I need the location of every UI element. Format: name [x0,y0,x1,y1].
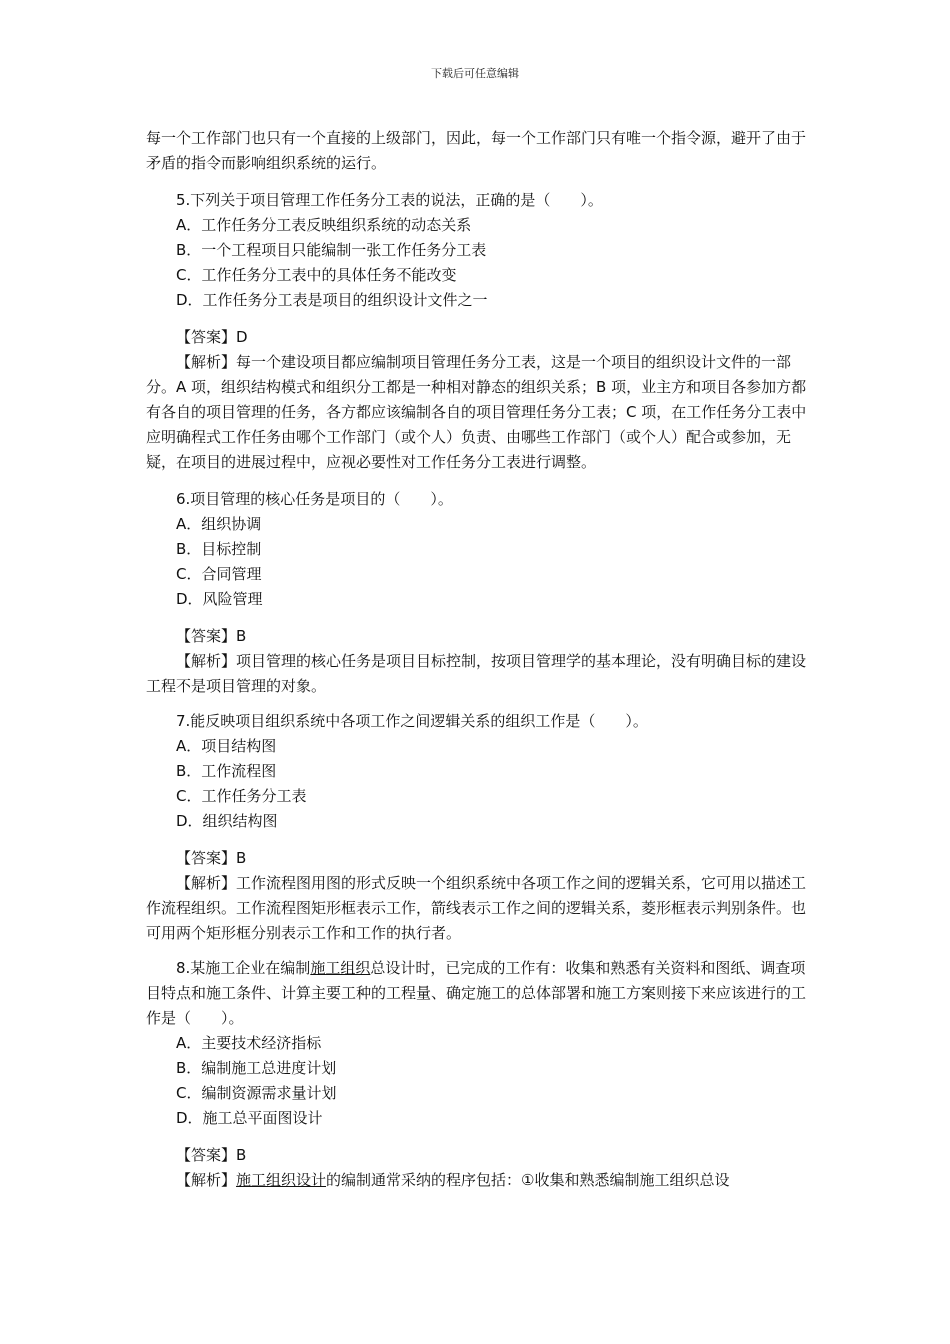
question-8-option-d: D．施工总平面图设计 [176,1109,323,1127]
question-7-option-d: D．组织结构图 [176,812,278,830]
question-5-analysis [146,350,809,475]
question-7-answer: 【答案】B [176,849,247,867]
question-6-option-b: B．目标控制 [176,540,262,558]
question-5-stem: 5.下列关于项目管理工作任务分工表的说法，正确的是（ ）。 [176,191,603,209]
intro-paragraph: 每一个工作部门也只有一个直接的上级部门，因此，每一个工作部门只有唯一个指令源，避开了由于矛盾的指令而影响组织系统的运行。 [146,129,807,172]
question-6-option-a: A．组织协调 [176,515,262,533]
analysis-label: 【解析】 [176,1171,237,1189]
analysis-text: 的编制通常采纳的程序包括：①收集和熟悉编制施工组织总设 [326,1171,730,1189]
question-6-answer: 【答案】B [176,627,247,645]
stem-text-post: 总设计时，已完成的工作有：收集和熟悉有关资料和图纸、调查项目特点和施工条件、计算主要工种的工程量、确定施工的总体部署和施工方案则接下来应该进行的工作是（ ）。 [146,959,807,1027]
question-5-option-b: B．一个工程项目只能编制一张工作任务分工表 [176,241,487,259]
question-7-option-b: B．工作流程图 [176,762,277,780]
question-8-analysis [146,1168,809,1193]
analysis-text: 每一个建设项目都应编制项目管理任务分工表，这是一个项目的组织设计文件的一部分。A 项，组织结构模式和组织分工都是一种相对静态的组织关系；B 项，业主方和项目各参加方都有各自的项目管理的任务，各方都应该编制各自的项目管理任务分工表；C 项，在工作任务分工表中应明确程式工作任务由哪个工作部门（或个人）负责、由哪些工作部门（或个人）配合或参加，无疑，在项目的进展过程中，应视必要性对工作任务分工表进行调整。 [146,353,807,471]
construction-organization-link[interactable]: 施工组织 [310,959,371,977]
question-6-option-c: C．合同管理 [176,565,262,583]
question-5-option-c: C．工作任务分工表中的具体任务不能改变 [176,266,457,284]
question-6-option-d: D．风险管理 [176,590,263,608]
question-7-analysis [146,871,809,946]
question-7-option-c: C．工作任务分工表 [176,787,307,805]
analysis-text: 项目管理的核心任务是项目目标控制，按项目管理学的基本理论，没有明确目标的建设工程不是项目管理的对象。 [146,652,807,695]
question-5-option-a: A．工作任务分工表反映组织系统的动态关系 [176,216,472,234]
stem-text-pre: 8.某施工企业在编制 [176,959,311,977]
question-6-stem: 6.项目管理的核心任务是项目的（ ）。 [176,490,453,508]
analysis-text: 工作流程图用图的形式反映一个组织系统中各项工作之间的逻辑关系，它可用以描述工作流程组织。工作流程图矩形框表示工作，箭线表示工作之间的逻辑关系，菱形框表示判别条件。也可用两个矩形框分别表示工作和工作的执行者。 [146,874,807,942]
question-5-answer: 【答案】D [176,328,248,346]
question-7-option-a: A．项目结构图 [176,737,277,755]
question-8-answer: 【答案】B [176,1146,247,1164]
document-body [146,126,809,1193]
page-header: 下载后可任意编辑 [431,67,519,80]
question-5-option-d: D．工作任务分工表是项目的组织设计文件之一 [176,291,488,309]
question-8-stem [146,956,809,1031]
analysis-label: 【解析】 [176,652,237,670]
question-7-stem: 7.能反映项目组织系统中各项工作之间逻辑关系的组织工作是（ ）。 [176,712,648,730]
analysis-label: 【解析】 [176,353,237,371]
question-8-option-b: B．编制施工总进度计划 [176,1059,337,1077]
question-6-analysis [146,649,809,699]
question-8-option-a: A．主要技术经济指标 [176,1034,322,1052]
construction-organization-design-link[interactable]: 施工组织设计 [236,1171,327,1189]
question-8-option-c: C．编制资源需求量计划 [176,1084,337,1102]
analysis-label: 【解析】 [176,874,237,892]
